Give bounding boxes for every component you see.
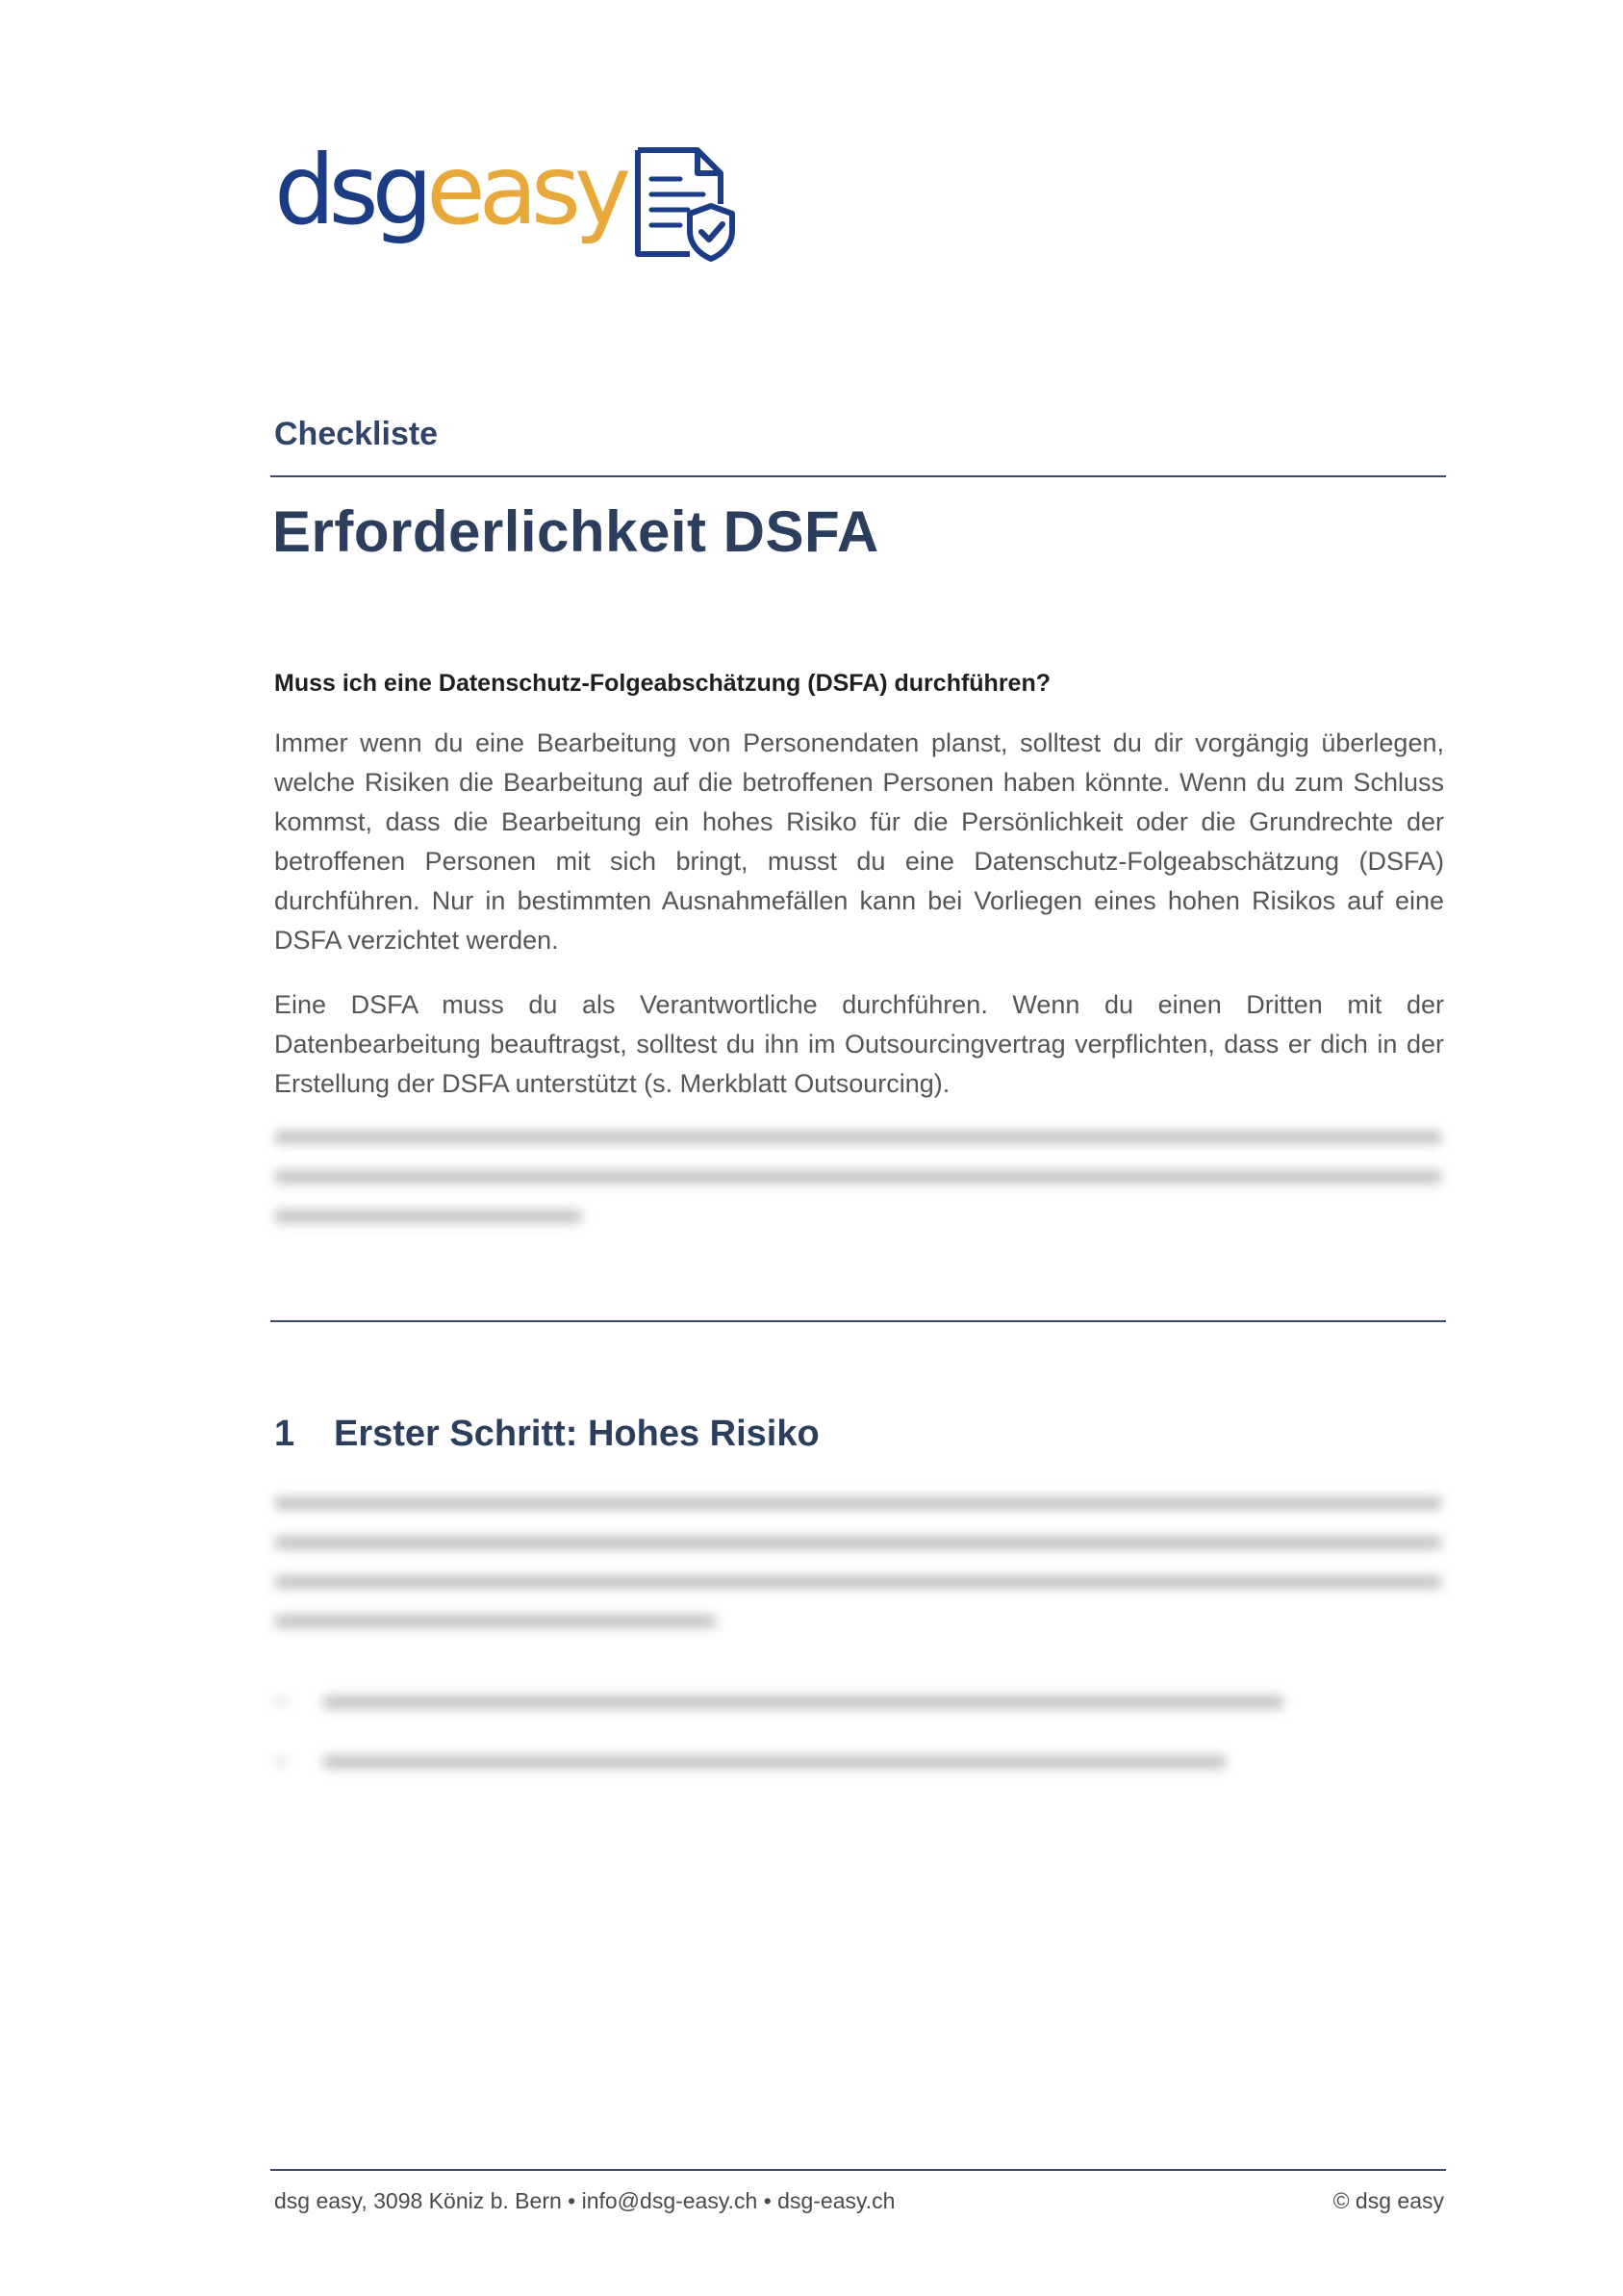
document-title: Erforderlichkeit DSFA [272,499,879,564]
intro-paragraph-1: Immer wenn du eine Bearbeitung von Personendaten planst, solltest du dir vorgängig überlegen, welche Risiken die Bearbeitung auf die betroffenen Personen haben könnte. Wenn du zum Schluss kommst, dass die Bearbeitung ein hohes Risiko für die Persönlichkeit oder die Grundrechte der betroffenen Personen mit sich bringt, musst du eine Datenschutz-Folgeabschätzung (DSFA) durchführen. Nur in bestimmten Ausnahmefällen kann bei Vorliegen eines hohen Risikos auf eine DSFA verzichtet werden. [274,728,1444,955]
section-1-title: Erster Schritt: Hohes Risiko [334,1414,820,1454]
document-kicker: Checkliste [274,416,439,452]
header-divider [270,475,1446,477]
footer-contact: dsg easy, 3098 Köniz b. Bern • info@dsg-easy.ch • dsg-easy.ch [274,2188,896,2213]
document-shield-check-icon [630,146,738,262]
logo-text-easy: easy [426,134,625,246]
list-item [274,1672,1332,1732]
section-1-blurred-list [274,1672,1332,1792]
list-item [274,1732,1332,1792]
section-1-blurred-paragraph [274,1497,1442,1655]
intro-question: Muss ich eine Datenschutz-Folgeabschätzung (DSFA) durchführen? [274,670,1052,697]
blurred-paragraph [274,1132,1442,1250]
footer-copyright: © dsg easy [1332,2188,1444,2213]
footer-divider [270,2169,1446,2171]
section-1-heading [274,1414,820,1455]
brand-logo [274,134,738,268]
section-1-number: 1 [274,1414,295,1454]
logo-text-dsg: dsg [274,134,427,246]
intro-paragraph-2: Eine DSFA muss du als Verantwortliche durchführen. Wenn du einen Dritten mit der Datenbearbeitung beauftragst, solltest du ihn im Outsourcingvertrag verpflichten, dass er dich in der Erstellung der DSFA unterstützt (s. Merkblatt Outsourcing). [274,990,1444,1098]
page-footer [274,2188,1444,2214]
section-divider [270,1320,1446,1322]
